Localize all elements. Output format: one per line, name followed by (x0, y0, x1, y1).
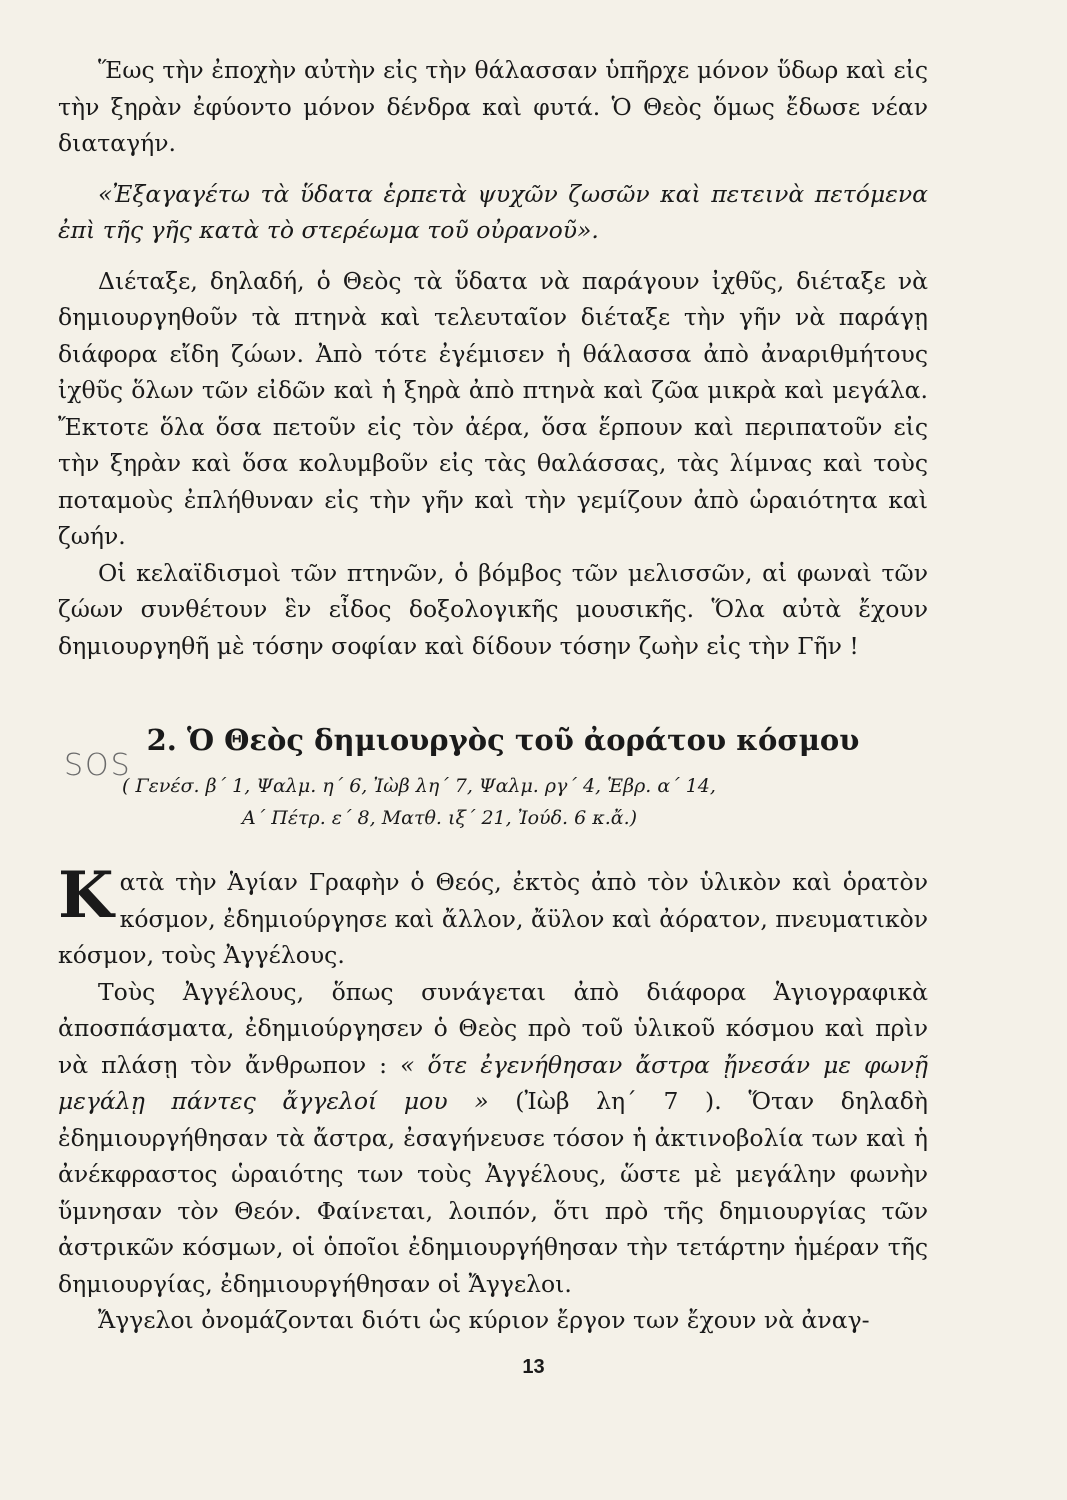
paragraph-5-text-a: Τοὺς Ἀγγέλους, ὅπως συνάγεται ἀπὸ διάφορα Ἁγιογραφικὰ ἀποσπάσματα, ἐδημιούργησεν ὁ Θεὸς πρὸ τοῦ ὑλικοῦ κόσμου καὶ πρὶν νὰ πλάσῃ τὸν ἄνθρωπον : (58, 977, 928, 1079)
references-line-1: ( Γενέσ. β΄ 1, Ψαλμ. η΄ 6, Ἰὼβ λη΄ 7, Ψαλμ. ργ΄ 4, Ἑβρ. α΄ 14, (122, 775, 716, 797)
scripture-quote: «Ἐξαγαγέτω τὰ ὕδατα ἑρπετὰ ψυχῶν ζωσῶν καὶ πετεινὰ πετόμενα ἐπὶ τῆς γῆς κατὰ τὸ στερέωμα τοῦ οὐρανοῦ». (58, 179, 928, 244)
page-number: 13 (522, 1356, 545, 1378)
section-title: Ὁ Θεὸς δημιουργὸς τοῦ ἀοράτου κόσμου (186, 723, 860, 757)
paragraph-1: Ἕως τὴν ἐποχὴν αὐτὴν εἰς τὴν θάλασσαν ὑπῆρχε μόνον ὕδωρ καὶ εἰς τὴν ξηρὰν ἐφύοντο μόνον δένδρα καὶ φυτά. Ὁ Θεὸς ὅμως ἔδωσε νέαν διαταγήν. (58, 56, 928, 157)
section-references (58, 770, 928, 834)
paragraph-4-text: ατὰ τὴν Ἁγίαν Γραφὴν ὁ Θεός, ἐκτὸς ἀπὸ τὸν ὑλικὸν καὶ ὁρατὸν κόσμον, ἐδημιούργησε καὶ ἄλλον, ἄϋλον καὶ ἀόρατον, πνευματικὸν κόσμον, τοὺς Ἀγγέλους. (58, 868, 928, 969)
section-heading (58, 722, 928, 758)
handwritten-note: SOS (64, 748, 132, 783)
drop-cap: Κ (58, 858, 114, 933)
paragraph-3: Οἱ κελαϊδισμοὶ τῶν πτηνῶν, ὁ βόμβος τῶν μελισσῶν, αἱ φωναὶ τῶν ζώων συνθέτουν ἓν εἶδος δοξολογικῆς μουσικῆς. Ὅλα αὐτὰ ἔχουν δημιουργηθῆ μὲ τόσην σοφίαν καὶ δίδουν τόσην ζωὴν εἰς τὴν Γῆν ! (58, 558, 928, 660)
job-quote: « ὅτε ἐγενήθησαν ἄστρα ᾔνεσάν με φωνῇ μεγάλῃ πάντες ἄγγελοί μου » (58, 1050, 928, 1115)
paragraph-5 (58, 974, 928, 1303)
paragraph-4 (58, 858, 928, 974)
page-body (58, 52, 928, 1339)
paragraph-2: Διέταξε, δηλαδή, ὁ Θεὸς τὰ ὕδατα νὰ παράγουν ἰχθῦς, διέταξε νὰ δημιουργηθοῦν τὰ πτηνὰ καὶ τελευταῖον διέταξε τὴν γῆν νὰ παράγῃ διάφορα εἴδη ζώων. Ἀπὸ τότε ἐγέμισεν ἡ θάλασσα ἀπὸ ἀναριθμήτους ἰχθῦς ὅλων τῶν εἰδῶν καὶ ἡ ξηρὰ ἀπὸ πτηνὰ καὶ ζῶα μικρὰ καὶ μεγάλα. Ἔκτοτε ὅλα ὅσα πετοῦν εἰς τὸν ἀέρα, ὅσα ἕρπουν καὶ περιπατοῦν εἰς τὴν ξηρὰν καὶ ὅσα κολυμβοῦν εἰς τὰς θαλάσσας, τὰς λίμνας καὶ τοὺς ποταμοὺς ἐπλήθυναν εἰς τὴν γῆν καὶ τὴν γεμίζουν ἀπὸ ὡραιότητα καὶ ζωήν. (58, 266, 928, 550)
references-line-2: Α΄ Πέτρ. ε΄ 8, Ματθ. ιξ΄ 21, Ἰούδ. 6 κ.ἄ.) (242, 807, 638, 829)
section-number: 2. (146, 723, 177, 757)
paragraph-5-text-b: (Ἰὼβ λη΄ 7 ). Ὅταν δηλαδὴ ἐδημιουργήθησαν τὰ ἄστρα, ἐσαγήνευσε τόσον ἡ ἀκτινοβολία των καὶ ἡ ἀνέκφραστος ὡραιότης των τοὺς Ἀγγέλους, ὥστε μὲ μεγάλην φωνὴν ὕμνησαν τὸν Θεόν. Φαίνεται, λοιπόν, ὅτι πρὸ τῆς δημιουργίας τῶν ἀστρικῶν κόσμων, οἱ ὁποῖοι ἐδημιουργήθησαν τὴν τετάρτην ἡμέραν τῆς δημιουργίας, ἐδημιουργήθησαν οἱ Ἄγγελοι. (58, 1087, 928, 1298)
section-2-body (58, 858, 928, 1339)
paragraph-6: Ἄγγελοι ὀνομάζονται διότι ὡς κύριον ἔργον των ἔχουν νὰ ἀναγ- (98, 1306, 870, 1334)
